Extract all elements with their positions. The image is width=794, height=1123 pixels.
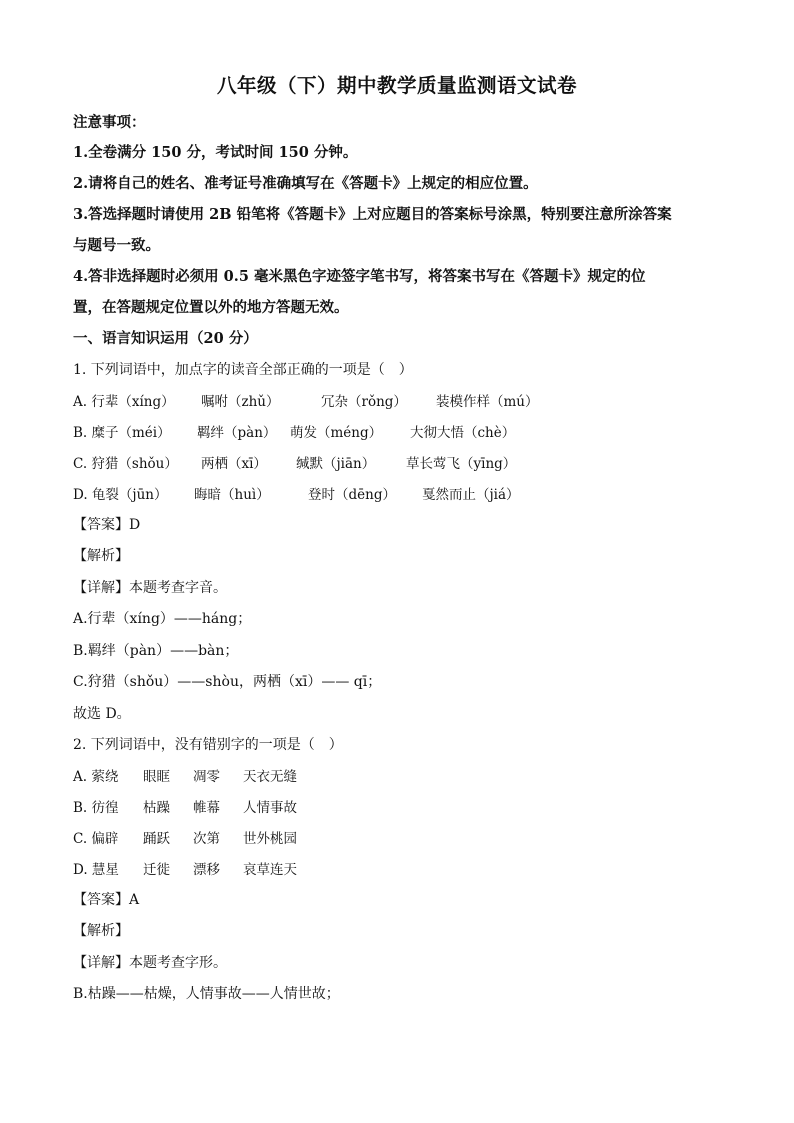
option-word: 哀草连天 [243, 862, 297, 878]
option-word: 晦暗（huì） [194, 487, 270, 503]
option-word: 漂移 [193, 862, 220, 878]
notice-item: 与题号一致。 [73, 237, 160, 254]
note-line: A.行辈（xíng）——háng； [73, 611, 252, 627]
option-word: 凋零 [193, 769, 220, 785]
notice-item: 置，在答题规定位置以外的地方答题无效。 [73, 299, 349, 316]
option-word: A. 萦绕 [73, 769, 119, 785]
option-word: 戛然而止（jiá） [422, 487, 520, 503]
notice-item: 4.答非选择题时必须用 0.5 毫米黑色字迹签字笔书写，将答案书写在《答题卡》规定的位 [73, 268, 646, 285]
detail-text: 【详解】本题考查字音。 [73, 580, 227, 596]
answer-label: 【答案】A [73, 892, 140, 908]
detail-text: 【详解】本题考查字形。 [73, 955, 227, 971]
option-word: 眼眶 [143, 769, 170, 785]
option-word: B. 糜子（méi） [73, 425, 171, 441]
note-line: B.羁绊（pàn）——bàn； [73, 643, 239, 659]
option-word: 草长莺飞（yīng） [406, 456, 517, 472]
option-word: 装模作样（mú） [436, 394, 539, 410]
question-stem: 1. 下列词语中，加点字的读音全部正确的一项是（ ） [73, 362, 413, 378]
option-word: D. 慧星 [73, 862, 119, 878]
option-word: 迁徙 [143, 862, 170, 878]
option-word: 萌发（méng） [290, 425, 383, 441]
option-word: 缄默（jiān） [296, 456, 376, 472]
notice-heading: 注意事项： [73, 114, 146, 131]
option-word: 大彻大悟（chè） [410, 425, 516, 441]
analysis-label: 【解析】 [73, 548, 129, 564]
option-word: C. 狩猎（shǒu） [73, 456, 178, 472]
notice-item: 2.请将自己的姓名、准考证号准确填写在《答题卡》上规定的相应位置。 [73, 175, 538, 192]
note-line: C.狩猎（shǒu）——shòu，两栖（xī）—— qī； [73, 674, 382, 690]
section-heading: 一、语言知识运用（20 分） [73, 330, 258, 347]
option-word: B. 彷徨 [73, 800, 119, 816]
answer-label: 【答案】D [73, 517, 141, 533]
option-word: D. 龟裂（jūn） [73, 487, 168, 503]
option-word: 帷幕 [193, 800, 220, 816]
notice-item: 1.全卷满分 150 分，考试时间 150 分钟。 [73, 144, 358, 161]
analysis-label: 【解析】 [73, 923, 129, 939]
option-word: 天衣无缝 [243, 769, 297, 785]
option-word: 世外桃园 [243, 831, 297, 847]
notice-item: 3.答选择题时请使用 2B 铅笔将《答题卡》上对应题目的答案标号涂黑，特别要注意所涂答案 [73, 206, 672, 223]
option-word: C. 偏辟 [73, 831, 119, 847]
note-line: 故选 D。 [73, 706, 131, 722]
option-word: 羁绊（pàn） [197, 425, 277, 441]
note-line: B.枯躁——枯燥，人情事故——人情世故； [73, 986, 340, 1002]
option-word: 枯躁 [143, 800, 170, 816]
option-word: 登时（dēng） [308, 487, 396, 503]
option-word: 踊跃 [143, 831, 170, 847]
option-word: 嘱咐（zhǔ） [201, 394, 280, 410]
option-word: A. 行辈（xíng） [73, 394, 175, 410]
option-word: 人情事故 [243, 800, 297, 816]
question-stem: 2. 下列词语中，没有错别字的一项是（ ） [73, 737, 343, 753]
option-word: 次第 [193, 831, 220, 847]
page-title: 八年级（下）期中教学质量监测语文试卷 [216, 74, 577, 97]
option-word: 冗杂（rǒng） [321, 394, 407, 410]
option-word: 两栖（xī） [201, 456, 267, 472]
